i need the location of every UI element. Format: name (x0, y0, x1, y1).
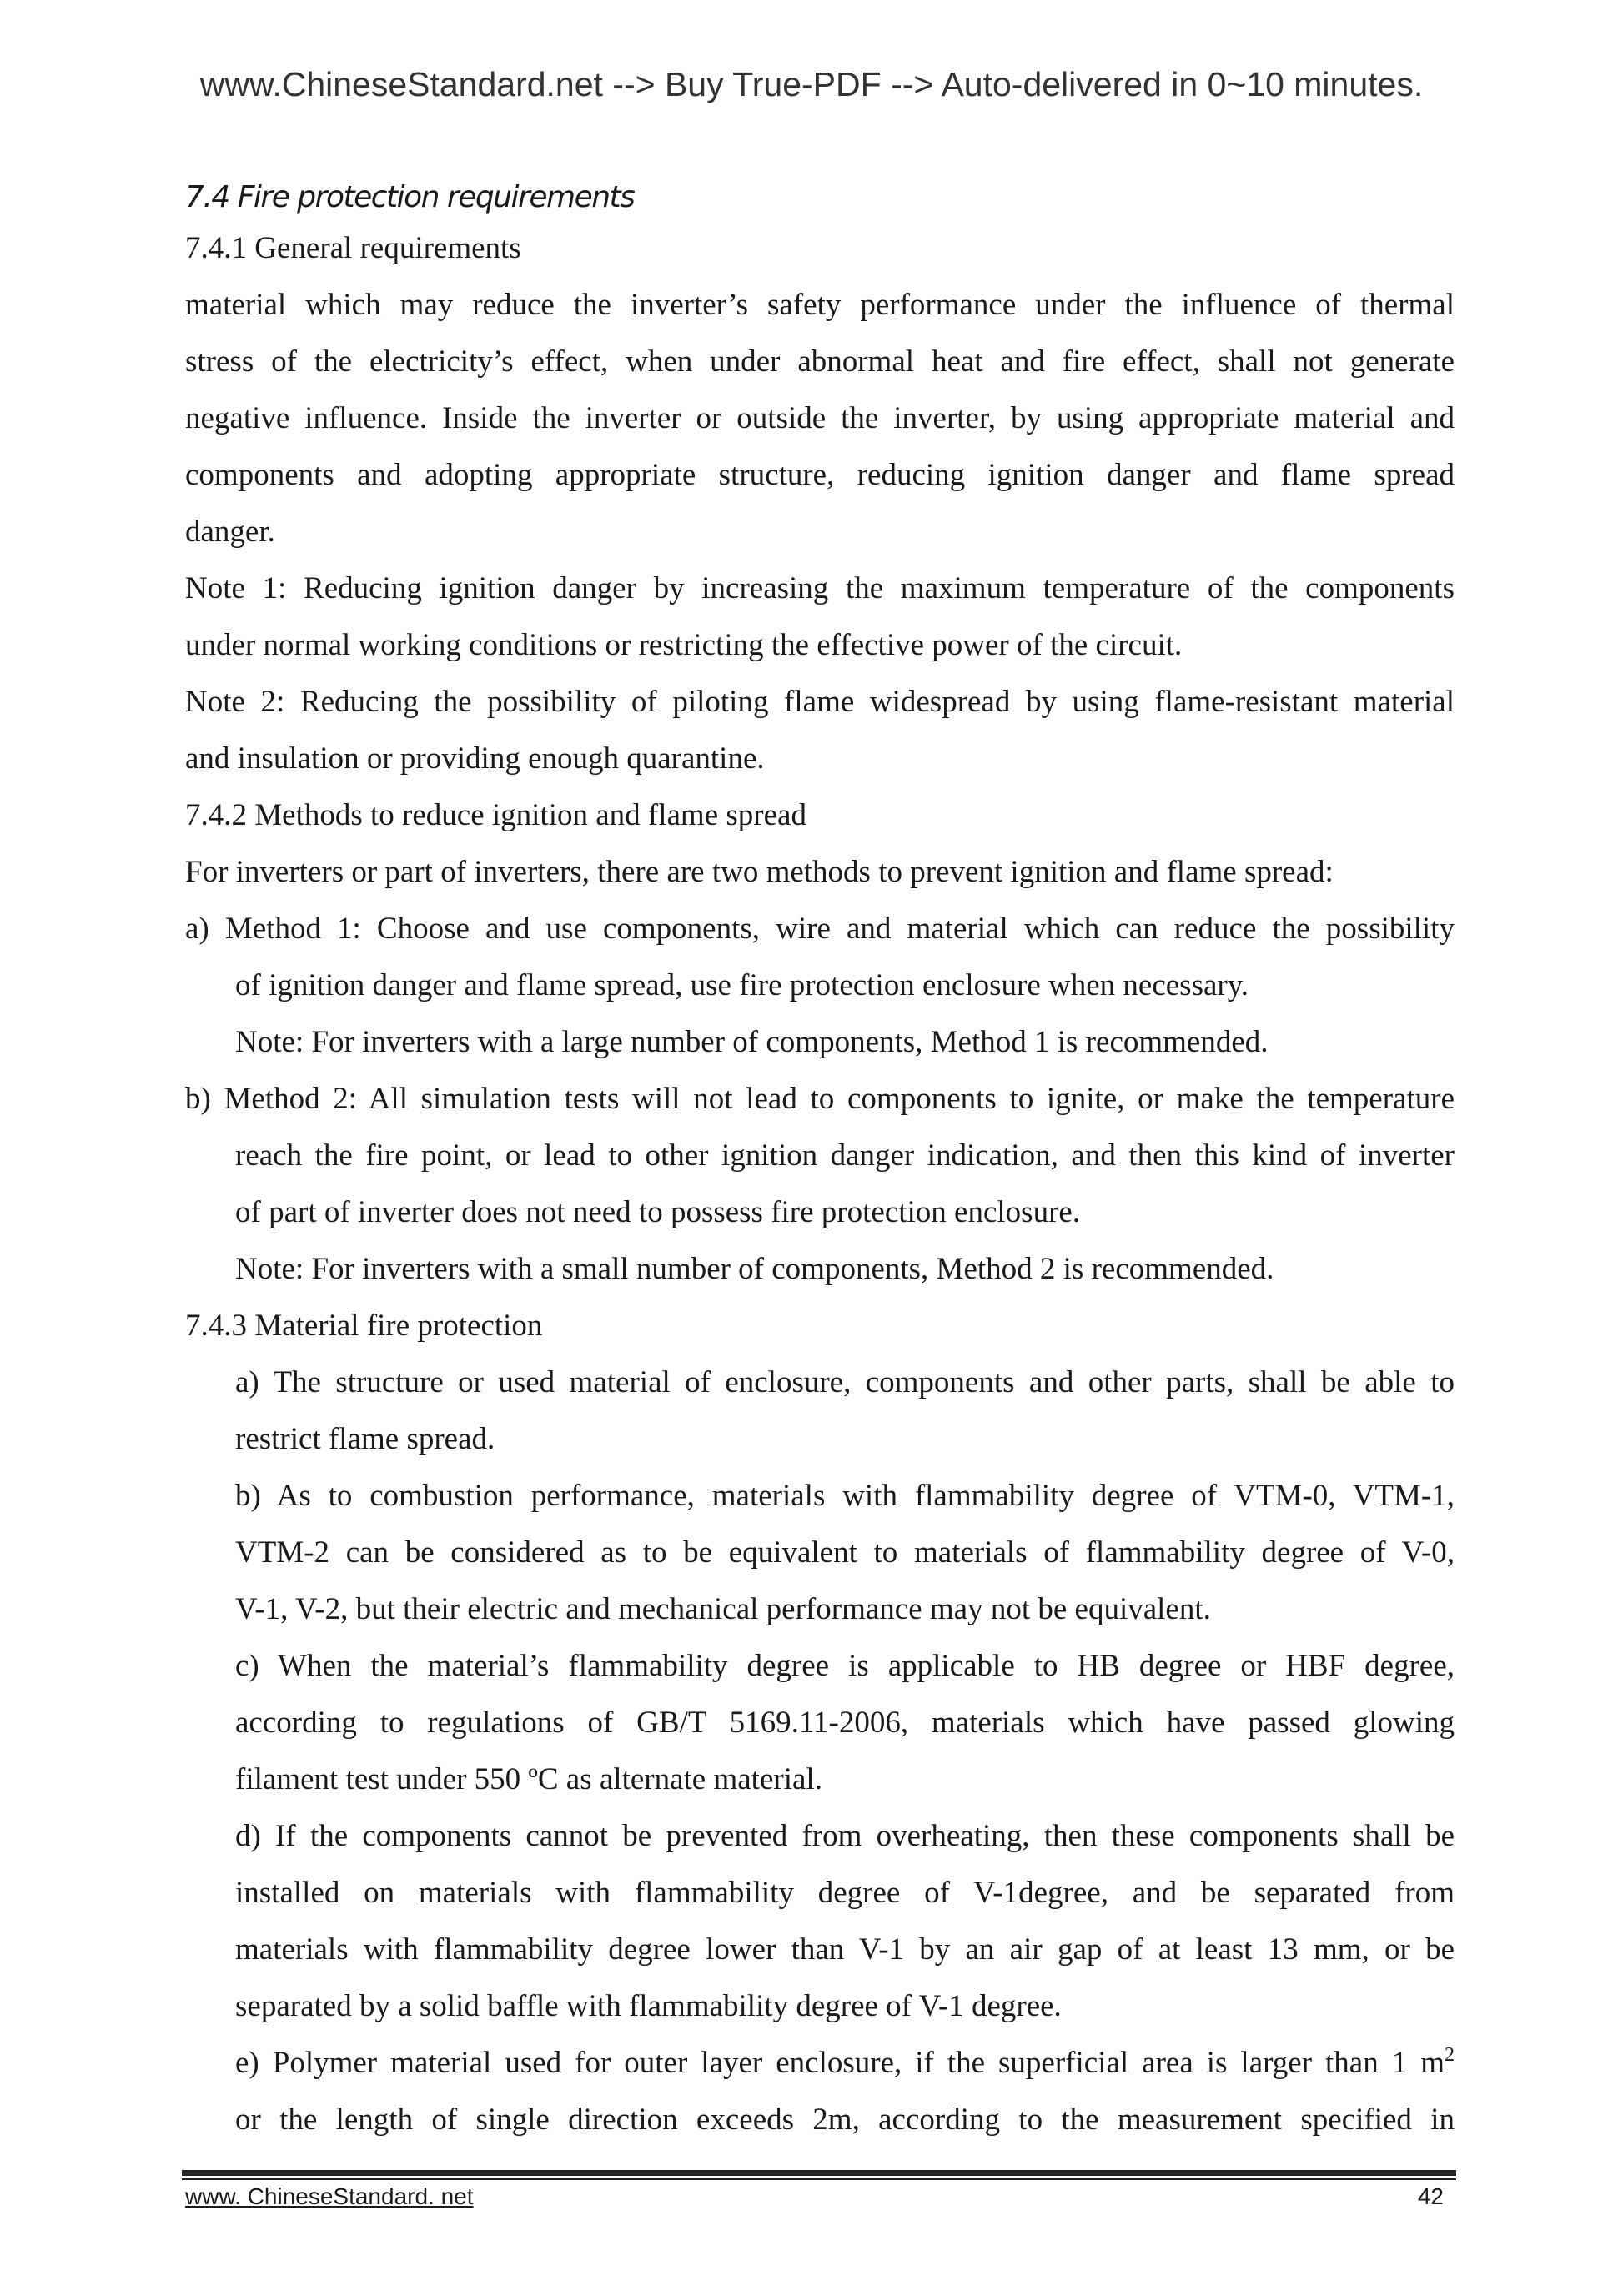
text-line (185, 504, 1455, 560)
text-line (185, 1978, 1455, 2035)
text-line (185, 957, 1455, 1014)
text-line-content: stress of the electricity’s effect, when under abnormal heat and fire effect, shall not generate (185, 344, 1455, 379)
text-line (185, 901, 1455, 957)
text-line (185, 1468, 1455, 1525)
text-line (185, 560, 1455, 617)
text-line-content: V-1, V-2, but their electric and mechanical performance may not be equivalent. (235, 1592, 1211, 1626)
text-line-content: e) Polymer material used for outer layer enclosure, if the superficial area is larger than 1 m (235, 2046, 1445, 2080)
text-line-content: d) If the components cannot be prevented from overheating, then these components shall be (235, 1819, 1455, 1853)
section-title: 7.4 Fire protection requirements (185, 180, 635, 214)
text-line (185, 1525, 1455, 1581)
text-line (185, 1638, 1455, 1695)
text-line (185, 1184, 1455, 1241)
text-line (185, 2035, 1455, 2092)
text-line-content: filament test under 550 ºC as alternate material. (235, 1762, 822, 1796)
text-line-content: 7.4.3 Material fire protection (185, 1309, 543, 1343)
text-line-content: a) Method 1: Choose and use components, wire and material which can reduce the possibility (185, 912, 1455, 946)
document-body (185, 165, 1455, 2148)
text-line (185, 447, 1455, 504)
text-line-content: For inverters or part of inverters, there are two methods to prevent ignition and flame spread: (185, 855, 1334, 889)
text-line (185, 1751, 1455, 1808)
text-line (185, 1298, 1455, 1354)
text-line (185, 1922, 1455, 1978)
text-line-content: 7.4.1 General requirements (185, 231, 521, 265)
page-number: 42 (1417, 2183, 1444, 2209)
text-line-content: b) Method 2: All simulation tests will not lead to components to ignite, or make the temperature (185, 1082, 1455, 1116)
text-line-content: or the length of single direction exceeds 2m, according to the measurement specified in (235, 2103, 1455, 2137)
text-line-content: of ignition danger and flame spread, use fire protection enclosure when necessary. (235, 968, 1249, 1002)
text-line (185, 1581, 1455, 1638)
text-line-content: Note 2: Reducing the possibility of piloting flame widespread by using flame-resistant material (185, 685, 1455, 719)
text-line-content: of part of inverter does not need to possess fire protection enclosure. (235, 1195, 1081, 1229)
text-line-content: Note: For inverters with a large number of components, Method 1 is recommended. (235, 1025, 1269, 1059)
text-line-content: and insulation or providing enough quarantine. (185, 741, 765, 776)
text-line-content: b) As to combustion performance, materials with flammability degree of VTM-0, VTM-1, (235, 1479, 1455, 1513)
text-line (185, 731, 1455, 787)
text-line-content: VTM-2 can be considered as to be equivalent to materials of flammability degree of V-0, (235, 1535, 1455, 1570)
text-line-content: installed on materials with flammability degree of V-1degree, and be separated from (235, 1876, 1455, 1910)
text-line (185, 1411, 1455, 1468)
footer-link[interactable]: www. ChineseStandard. net (185, 2183, 474, 2209)
text-line (185, 220, 1455, 277)
text-line (185, 390, 1455, 447)
text-line (185, 277, 1455, 334)
text-line-content: reach the fire point, or lead to other ignition danger indication, and then this kind of inverter (235, 1138, 1455, 1173)
text-line (185, 1128, 1455, 1184)
text-line-content: Note 1: Reducing ignition danger by increasing the maximum temperature of the components (185, 571, 1455, 605)
footer-rule-thin (182, 2178, 1456, 2180)
text-line (185, 1014, 1455, 1071)
text-line-content: 7.4.2 Methods to reduce ignition and flame spread (185, 798, 806, 832)
text-line (185, 1695, 1455, 1751)
text-line-content: danger. (185, 515, 275, 549)
text-line-content: material which may reduce the inverter’s safety performance under the influence of thermal (185, 288, 1455, 322)
text-line (185, 1354, 1455, 1411)
text-line (185, 844, 1455, 901)
paragraph-lines (185, 220, 1455, 2148)
text-line (185, 1241, 1455, 1298)
text-line-content: c) When the material’s flammability degree is applicable to HB degree or HBF degree, (235, 1649, 1455, 1683)
text-line (185, 334, 1455, 390)
text-line (185, 1865, 1455, 1922)
text-line (185, 2092, 1455, 2148)
text-line (185, 1808, 1455, 1865)
text-line-content: negative influence. Inside the inverter or outside the inverter, by using appropriate material and (185, 401, 1455, 435)
text-line (185, 1071, 1455, 1128)
superscript: 2 (1445, 2044, 1455, 2066)
header-banner[interactable]: www.ChineseStandard.net --> Buy True-PDF --> Auto-delivered in 0~10 minutes. (199, 65, 1424, 103)
text-line (185, 787, 1455, 844)
text-line-content: materials with flammability degree lower than V-1 by an air gap of at least 13 mm, or be (235, 1932, 1455, 1967)
text-line-content: according to regulations of GB/T 5169.11-2006, materials which have passed glowing (235, 1706, 1455, 1740)
text-line (185, 617, 1455, 674)
text-line-content: components and adopting appropriate structure, reducing ignition danger and flame spread (185, 458, 1455, 492)
text-line-content: Note: For inverters with a small number of components, Method 2 is recommended. (235, 1252, 1274, 1286)
text-line-content: a) The structure or used material of enclosure, components and other parts, shall be able to (235, 1365, 1455, 1399)
footer-rule-thick (182, 2170, 1456, 2176)
text-line-content: separated by a solid baffle with flammability degree of V-1 degree. (235, 1989, 1062, 2023)
text-line-content: under normal working conditions or restricting the effective power of the circuit. (185, 628, 1183, 662)
text-line (185, 674, 1455, 731)
text-line-content: restrict flame spread. (235, 1422, 495, 1456)
